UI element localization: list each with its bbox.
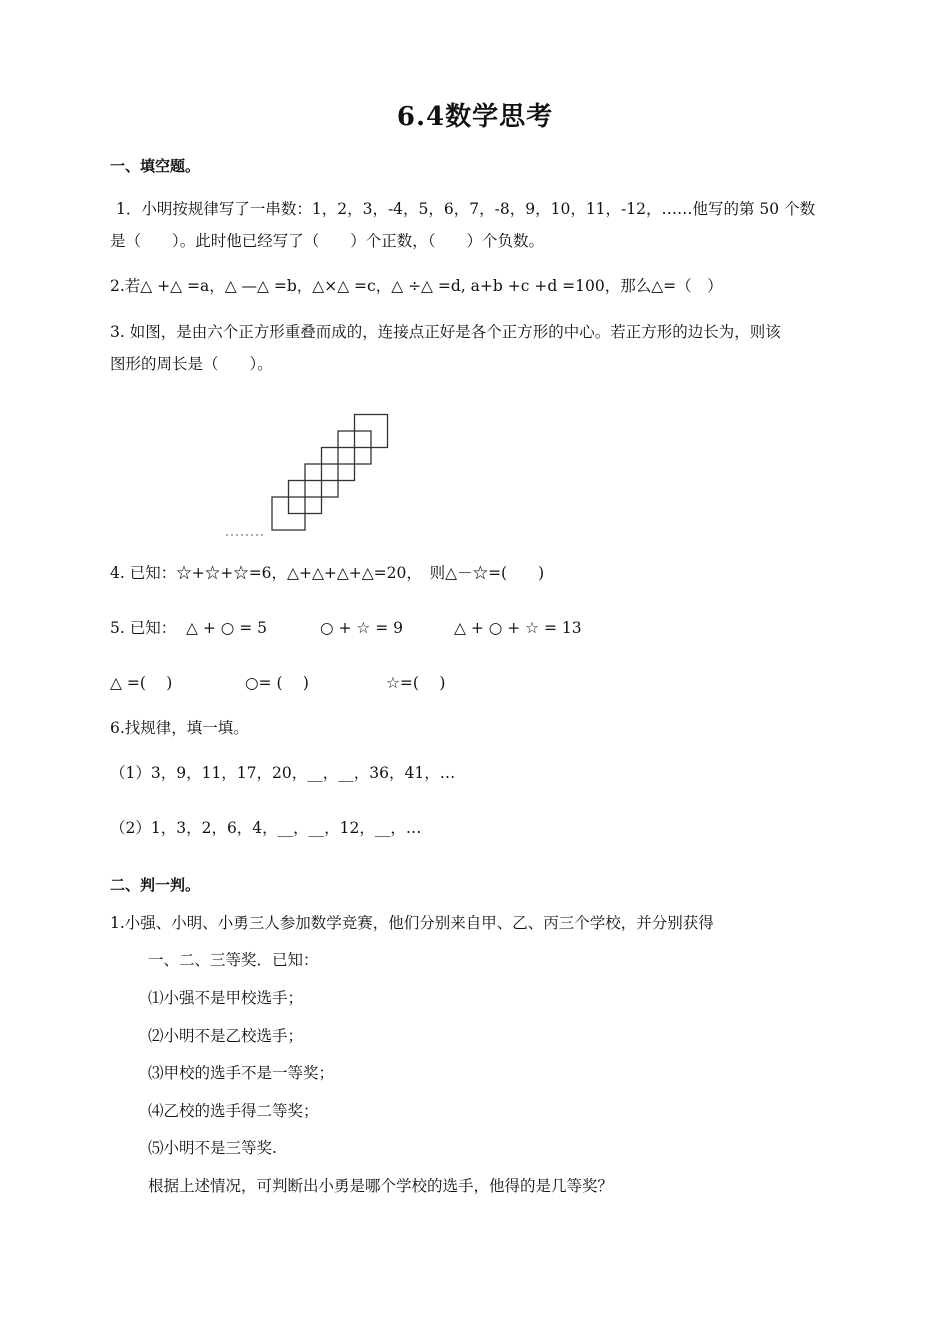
condition-2: ⑵小明不是乙校选手； [148,1027,304,1045]
question-6: 6.找规律，填一填。 [110,719,249,737]
page-title: 6.4数学思考 [396,102,554,132]
section-heading-judge: 二、判一判。 [110,876,201,894]
condition-3: ⑶甲校的选手不是一等奖； [148,1064,335,1082]
condition-1: ⑴小强不是甲校选手； [148,989,304,1007]
question-5-answer-star: ☆=( ) [386,674,446,692]
question-5-answer-circle: ○= ( ) [245,674,309,692]
logic-question-line-2: 一、二、三等奖．已知： [148,951,319,969]
question-6-sequence-1: （1）3，9，11，17，20，__，__，36，41，… [110,764,456,782]
question-6-sequence-2: （2）1，3，2，6，4，__，__，12，__，… [110,819,422,837]
logic-question-line-1: 1.小强、小明、小勇三人参加数学竞赛，他们分别来自甲、乙、丙三个学校，并分别获得 [110,914,714,932]
question-3-line-2: 图形的周长是（ ）。 [110,355,273,373]
question-5-label: 5. 已知： [110,619,177,637]
question-1-line-2: 是（ ）。此时他已经写了（ ）个正数，（ ）个负数。 [110,232,545,250]
question-1-line-1: 1．小明按规律写了一串数：1，2，3，-4，5，6，7，-8，9，10，11，-12，……他写的第 50 个数 [116,200,816,218]
question-5-answer-triangle: △ =( ) [110,674,173,692]
question-5-equation-3: △ + ○ + ☆ = 13 [454,619,582,637]
question-4: 4. 已知：☆+☆+☆=6，△+△+△+△=20， 则△－☆=( ) [110,564,545,582]
question-5-equation-2: ○ + ☆ = 9 [320,619,403,637]
question-3-line-1: 3. 如图，是由六个正方形重叠而成的，连接点正好是各个正方形的中心。若正方形的边长为，则该 [110,323,781,341]
overlapping-squares-figure [220,405,400,545]
condition-5: ⑸小明不是三等奖. [148,1139,277,1157]
question-2: 2.若△ +△ =a，△ —△ =b，△×△ =c，△ ÷△ =d, a+b +c +d =100，那么△=（ ） [110,277,723,295]
section-heading-fill-blank: 一、填空题。 [110,157,201,175]
condition-4: ⑷乙校的选手得二等奖； [148,1102,319,1120]
logic-question-prompt: 根据上述情况，可判断出小勇是哪个学校的选手，他得的是几等奖？ [148,1177,614,1195]
question-5-equation-1: △ + ○ = 5 [186,619,267,637]
